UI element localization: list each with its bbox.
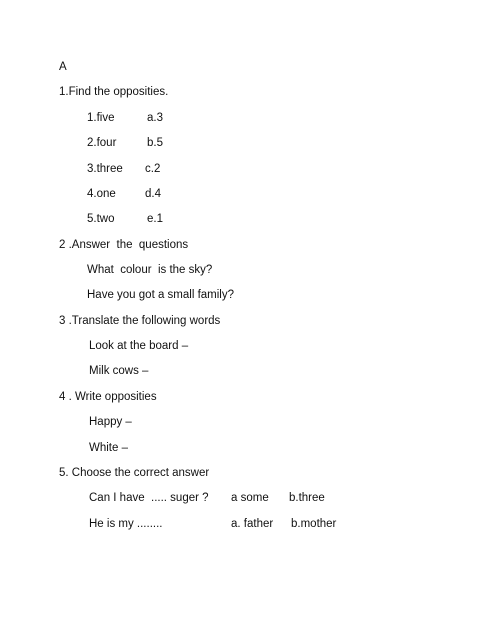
q2-item-1: What colour is the sky? [87, 264, 213, 276]
question-3-title: 3 .Translate the following words [59, 315, 221, 327]
q1-left-2: 2.four [87, 137, 117, 149]
section-letter: A [59, 61, 67, 73]
q1-left-5: 5.two [87, 213, 115, 225]
q5-row-1-option-a: a some [231, 492, 269, 504]
q5-row-1-option-b: b.three [289, 492, 325, 504]
q1-right-1: a.3 [147, 112, 163, 124]
q2-item-2: Have you got a small family? [87, 289, 235, 301]
q1-left-3: 3.three [87, 163, 123, 175]
q1-left-4: 4.one [87, 188, 116, 200]
q4-item-1: Happy – [89, 416, 132, 428]
q5-row-2-option-a: a. father [231, 518, 274, 530]
q3-item-1: Look at the board – [89, 340, 189, 352]
question-4-title: 4 . Write opposities [59, 391, 157, 403]
question-2-title: 2 .Answer the questions [59, 239, 189, 251]
q1-right-5: e.1 [147, 213, 163, 225]
q1-right-2: b.5 [147, 137, 163, 149]
q1-right-3: c.2 [145, 163, 161, 175]
question-1-title: 1.Find the opposities. [59, 86, 169, 98]
q3-item-2: Milk cows – [89, 365, 149, 377]
question-5-title: 5. Choose the correct answer [59, 467, 210, 479]
q1-left-1: 1.five [87, 112, 115, 124]
q5-row-2-option-b: b.mother [291, 518, 337, 530]
q5-row-1-prompt: Can I have ..... suger ? [89, 492, 209, 504]
q4-item-2: White – [89, 442, 128, 454]
q5-row-2-prompt: He is my ........ [89, 518, 163, 530]
q1-right-4: d.4 [145, 188, 161, 200]
